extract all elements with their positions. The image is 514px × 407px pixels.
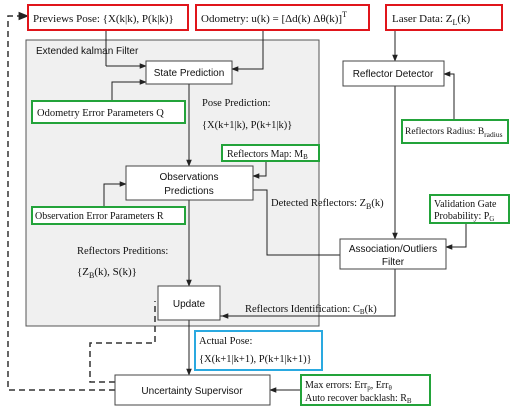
odometry-error-text: Odometry Error Parameters Q [37,108,164,119]
odometry-main: Odometry: u(k) = [Δd(k) Δθ(k)] [201,13,343,25]
reflectors-predictions-label: Reflectors Preditions: [77,246,169,257]
ekf-title: Extended kalman Filter [36,46,139,57]
max-errors-text: Max errors: Err$_p$, Err$_\theta$ [305,380,392,392]
actual-pose-value: {X(k+1|k+1), P(k+1|k+1)} [199,354,312,365]
odometry-text [201,10,347,25]
association-filter-line1: Association/Outliers [348,244,438,255]
previous-pose-text: Previews Pose: {X(k|k), P(k|k)} [33,13,174,25]
validation-gate-line1: Validation Gate [434,199,497,210]
reflectors-map-text: Reflectors Map: $M_B$ [227,149,308,161]
reflector-detector-label: Reflector Detector [352,69,434,80]
auto-recover-text: Auto recover backlash: $R_B$ [305,393,412,405]
update-label: Update [172,299,206,310]
reflectors-identification-text: Reflectors Identification: CB(k) [245,304,377,316]
reflectors-predictions-value: {$Z_B(k)$, S(k)} [77,266,137,280]
odometry-sup: T [342,10,347,19]
radius-to-detector-arrow [444,74,454,120]
laser-data-text: Laser Data: $Z_L(k)$ [392,13,471,27]
uncertainty-supervisor-label: Uncertainty Supervisor [141,386,243,397]
observation-error-text: Observation Error Parameters R [35,211,164,222]
validation-to-association-arrow [446,223,466,247]
pose-prediction-label: Pose Prediction: [202,98,271,109]
observations-predictions-line1: Observations [159,172,219,183]
observations-predictions-line2: Predictions [164,186,214,197]
detected-reflectors-text: Detected Reflectors: $Z_B(k)$ [271,198,384,211]
reflectors-radius-text: Reflectors Radius: $B_{radius}$ [405,127,503,139]
validation-gate-line2: Probability: $P_G$ [434,211,495,223]
state-prediction-label: State Prediction [153,68,225,79]
actual-pose-label: Actual Pose: [199,336,253,347]
pose-prediction-value: {X(k+1|k), P(k+1|k)} [202,120,293,131]
association-filter-line2: Filter [381,257,405,268]
